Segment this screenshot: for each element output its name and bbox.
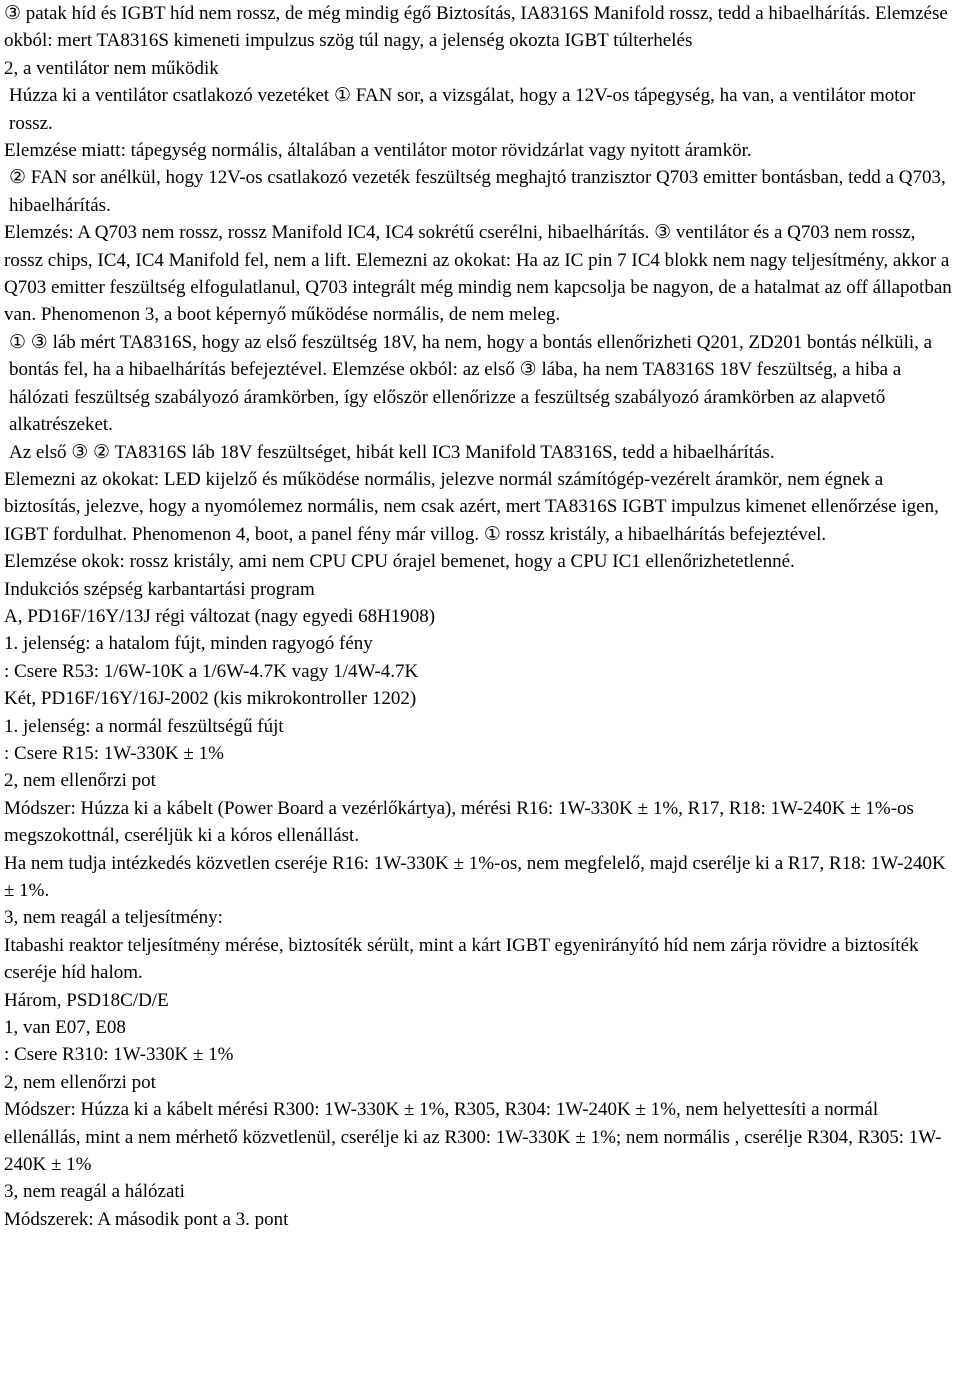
- section-title: Indukciós szépség karbantartási program: [4, 578, 315, 600]
- paragraph-28: 3, nem reagál a hálózati: [4, 1181, 185, 1203]
- paragraph-25: : Csere R310: 1W-330K ± 1%: [4, 1044, 234, 1066]
- paragraph-16: 1. jelenség: a normál feszültségű fújt: [4, 715, 284, 737]
- paragraph-27: Módszer: Húzza ki a kábelt mérési R300: 1W-330K ± 1%, R305, R304: 1W-240K ± 1%, nem helyettesíti a normál ellenállás, mint a nem mérhető közvetlenül, cserélje ki az R300: 1W-330K ± 1%; nem normális , cserélje R304, R305: 1W-240K ± 1%: [4, 1099, 942, 1176]
- paragraph-8: Az első ③ ② TA8316S láb 18V feszültséget, hibát kell IC3 Manifold TA8316S, tedd a hibaelhárítás.: [9, 441, 775, 463]
- paragraph-22: Itabashi reaktor teljesítmény mérése, biztosíték sérült, mint a kárt IGBT egyenirányító híd nem zárja rövidre a biztosíték cseréje híd halom.: [4, 934, 919, 984]
- paragraph-3: Húzza ki a ventilátor csatlakozó vezetéket ① FAN sor, a vizsgálat, hogy a 12V-os tápegység, ha van, a ventilátor motor rossz.: [9, 85, 916, 134]
- paragraph-6: Elemzés: A Q703 nem rossz, rossz Manifold IC4, IC4 sokrétű cserélni, hibaelhárítás. ③ ventilátor és a Q703 nem rossz, rossz chips, IC4, IC4 Manifold fel, nem a lift. Elemezni az okokat: Ha az IC pin 7 IC4 blokk nem nagy teljesítmény, akkor a Q703 emitter feszültség elfogulatlanul, Q703 integrált még mindig nem kapcsolja be nagyon, de a hatalmat az off állapotban van. Phenomenon 3, a boot képernyő működése normális, de nem meleg.: [4, 222, 952, 326]
- paragraph-18: 2, nem ellenőrzi pot: [4, 770, 156, 792]
- paragraph-21: 3, nem reagál a teljesítmény:: [4, 907, 223, 929]
- paragraph-24: 1, van E07, E08: [4, 1017, 126, 1039]
- paragraph-7: ① ③ láb mért TA8316S, hogy az első feszültség 18V, ha nem, hogy a bontás ellenőrizheti Q201, ZD201 bontás nélküli, a bontás fel, ha a hibaelhárítás befejeztével. Elemzése okból: az első ③ lába, ha nem TA8316S 18V feszültség, a hiba a hálózati feszültség szabályozó áramkörben, így először ellenőrizze a feszültség szabályozó áramkörben az alapvető alkatrészeket.: [9, 331, 933, 436]
- paragraph-1: ③ patak híd és IGBT híd nem rossz, de még mindig égő Biztosítás, IA8316S Manifold rossz, tedd a hibaelhárítás. Elemzése okból: mert TA8316S kimeneti impulzus szög túl nagy, a jelenség okozta IGBT túlterhelés: [4, 3, 948, 52]
- document-body: [4, 0, 956, 1233]
- paragraph-13: 1. jelenség: a hatalom fújt, minden ragyogó fény: [4, 633, 373, 655]
- paragraph-15: Két, PD16F/16Y/16J-2002 (kis mikrokontroller 1202): [4, 688, 417, 710]
- paragraph-9: Elemezni az okokat: LED kijelző és működése normális, jelezve normál számítógép-vezérelt áramkör, nem égnek a biztosítás, jelezve, hogy a nyomólemez normális, nem csak azért, mert TA8316S IGBT impulzus kimenet ellenőrzése igen, IGBT fordulhat. Phenomenon 4, boot, a panel fény már villog. ① rossz kristály, a hibaelhárítás befejeztével.: [4, 468, 939, 545]
- paragraph-5: ② FAN sor anélkül, hogy 12V-os csatlakozó vezeték feszültség meghajtó tranzisztor Q703 emitter bontásban, tedd a Q703, hibaelhárítás.: [9, 167, 946, 216]
- paragraph-26: 2, nem ellenőrzi pot: [4, 1071, 156, 1093]
- paragraph-19: Módszer: Húzza ki a kábelt (Power Board a vezérlőkártya), mérési R16: 1W-330K ± 1%, R17, R18: 1W-240K ± 1%-os megszokottnál, cseréljük ki a kóros ellenállást.: [4, 797, 914, 847]
- paragraph-2: 2, a ventilátor nem működik: [4, 57, 219, 79]
- paragraph-17: : Csere R15: 1W-330K ± 1%: [4, 742, 224, 764]
- paragraph-12: A, PD16F/16Y/13J régi változat (nagy egyedi 68H1908): [4, 605, 436, 627]
- paragraph-29: Módszerek: A második pont a 3. pont: [4, 1208, 289, 1230]
- paragraph-23: Három, PSD18C/D/E: [4, 989, 169, 1011]
- paragraph-4: Elemzése miatt: tápegység normális, általában a ventilátor motor rövidzárlat vagy nyitott áramkör.: [4, 140, 752, 162]
- paragraph-20: Ha nem tudja intézkedés közvetlen cseréje R16: 1W-330K ± 1%-os, nem megfelelő, majd cserélje ki a R17, R18: 1W-240K ± 1%.: [4, 852, 946, 901]
- paragraph-10: Elemzése okok: rossz kristály, ami nem CPU CPU órajel bemenet, hogy a CPU IC1 ellenőrizhetetlenné.: [4, 551, 795, 573]
- paragraph-14: : Csere R53: 1/6W-10K a 1/6W-4.7K vagy 1/4W-4.7K: [4, 660, 419, 682]
